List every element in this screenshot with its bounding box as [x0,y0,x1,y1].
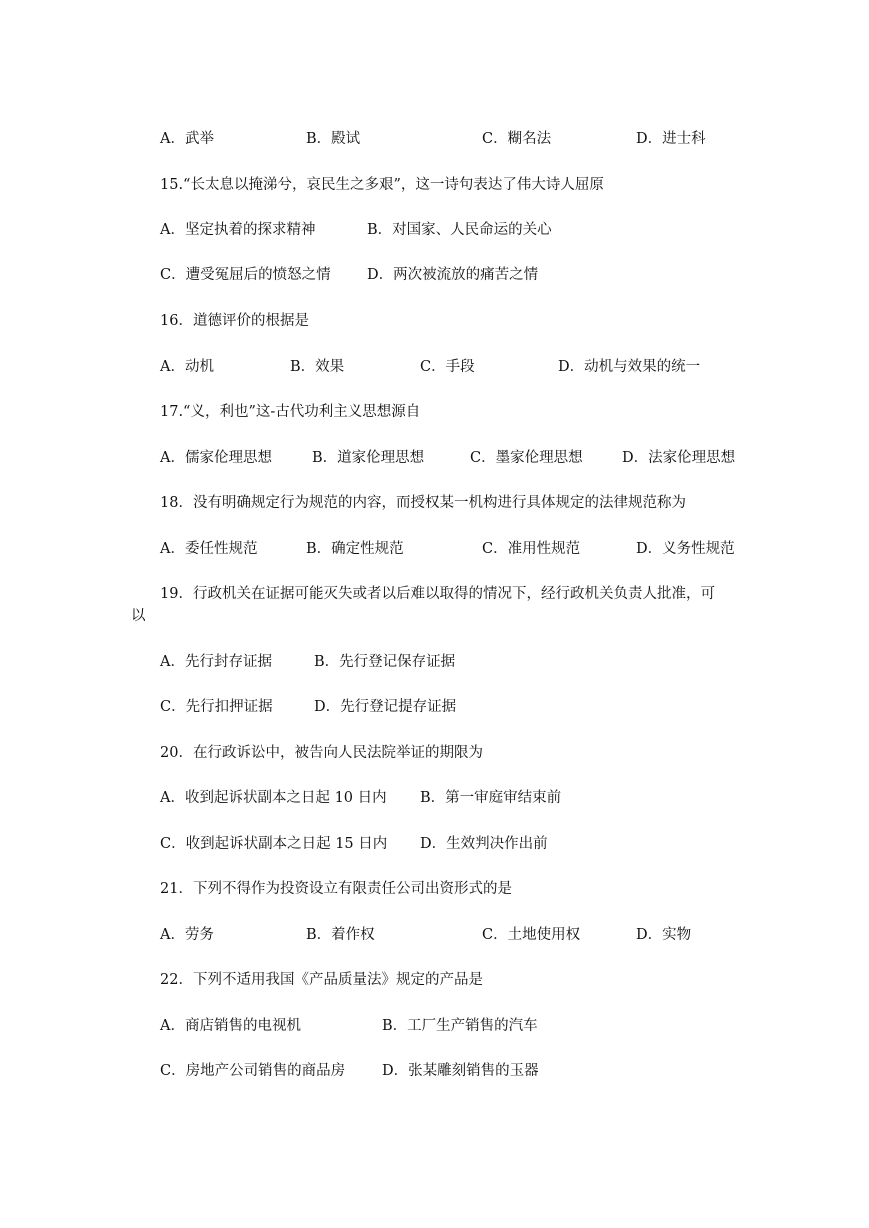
q15-stem: 15.“长太息以掩涕兮，哀民生之多艰”，这一诗句表达了伟大诗人屈原 [160,177,604,193]
q19-option-a: A．先行封存证据 [160,654,272,670]
q15-option-b: B．对国家、人民命运的关心 [367,222,552,238]
q20-option-c: C．收到起诉状副本之日起 15 日内 [160,836,388,852]
q18-option-d: D．义务性规范 [636,541,735,557]
q18-option-b: B．确定性规范 [306,541,404,557]
q21-stem: 21．下列不得作为投资设立有限责任公司出资形式的是 [160,881,512,897]
q18-option-a: A．委任性规范 [160,541,258,557]
q17-stem: 17.“义，利也”这-古代功利主义思想源自 [160,404,421,420]
q16-option-d: D．动机与效果的统一 [558,359,701,375]
q16-stem: 16．道德评价的根据是 [160,313,309,329]
q22-stem: 22．下列不适用我国《产品质量法》规定的产品是 [160,972,483,988]
q19-stem: 19．行政机关在证据可能灭失或者以后难以取得的情况下，经行政机关负责人批准，可 [160,586,715,602]
q19-option-d: D．先行登记提存证据 [314,699,457,715]
q14-option-b: B．殿试 [306,131,361,147]
q19-option-b: B．先行登记保存证据 [314,654,456,670]
q17-option-a: A．儒家伦理思想 [160,450,272,466]
q16-option-a: A．动机 [160,359,214,375]
q21-option-b: B．着作权 [306,927,375,943]
q16-option-b: B．效果 [290,359,345,375]
q14-option-c: C．糊名法 [482,131,552,147]
q17-option-d: D．法家伦理思想 [622,450,736,466]
q18-stem: 18．没有明确规定行为规范的内容，而授权某一机构进行具体规定的法律规范称为 [160,495,686,511]
q17-option-b: B．道家伦理思想 [312,450,425,466]
q22-option-a: A．商店销售的电视机 [160,1018,301,1034]
q21-option-a: A．劳务 [160,927,214,943]
q15-option-d: D．两次被流放的痛苦之情 [367,267,539,283]
q22-option-d: D．张某雕刻销售的玉器 [382,1063,539,1079]
q16-option-c: C．手段 [420,359,475,375]
q17-option-c: C．墨家伦理思想 [470,450,583,466]
q15-option-a: A．坚定执着的探求精神 [160,222,316,238]
q22-option-c: C．房地产公司销售的商品房 [160,1063,346,1079]
q21-option-c: C．土地使用权 [482,927,581,943]
q20-option-d: D．生效判决作出前 [420,836,548,852]
q14-option-d: D．进士科 [636,131,706,147]
q19-stem-continuation: 以 [131,608,146,624]
q20-option-a: A．收到起诉状副本之日起 10 日内 [160,790,387,806]
q20-stem: 20．在行政诉讼中，被告向人民法院举证的期限为 [160,745,483,761]
q20-option-b: B．第一审庭审结束前 [420,790,562,806]
q22-option-b: B．工厂生产销售的汽车 [382,1018,538,1034]
q15-option-c: C．遭受冤屈后的愤怒之情 [160,267,331,283]
q14-option-a: A．武举 [160,131,214,147]
q21-option-d: D．实物 [636,927,692,943]
q19-option-c: C．先行扣押证据 [160,699,273,715]
q18-option-c: C．准用性规范 [482,541,581,557]
